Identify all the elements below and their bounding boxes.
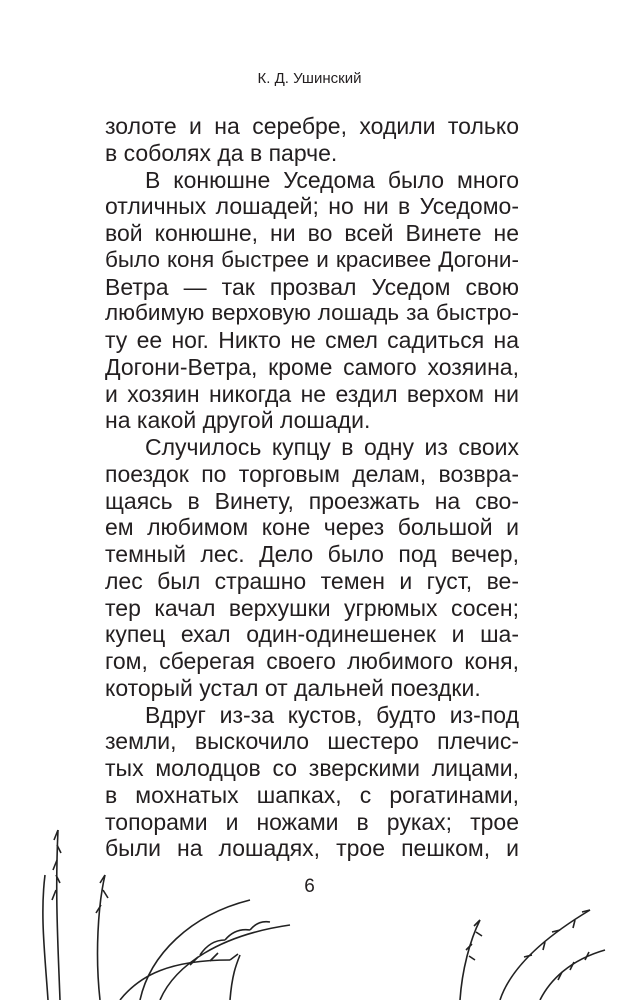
grass-illustration-left [0, 815, 300, 1000]
text-line: в соболях да в парче. [105, 139, 338, 166]
text-line: Ветра — так прозвал Уседом свою [105, 273, 519, 300]
text-line: земли, выскочило шестеро плечис- [105, 728, 519, 755]
text-line: Вдруг из-за кустов, будто из-под [145, 701, 519, 728]
text-line: В конюшне Уседома было много [145, 166, 519, 193]
text-line: вой конюшне, ни во всей Винете не [105, 220, 519, 246]
grass-illustration-right [440, 900, 619, 1000]
text-line: золоте и на серебре, ходили только [105, 113, 519, 139]
text-line: тер качал верхушки угрюмых сосен; [105, 594, 519, 621]
text-line: на какой другой лошади. [105, 407, 371, 434]
text-line: ту ее ног. Никто не смел садиться на [105, 327, 519, 353]
body-text [105, 113, 519, 862]
text-line: тых молодцов со зверскими лицами, [105, 755, 519, 781]
text-line: и хозяин никогда не ездил верхом ни [105, 380, 519, 407]
text-line: купец ехал один-одинешенек и ша- [105, 621, 519, 648]
text-line: поездок по торговым делам, возвра- [105, 460, 519, 487]
text-line: отличных лошадей; но ни в Уседомо- [105, 193, 519, 220]
text-line: лес был страшно темен и густ, ве- [105, 567, 519, 594]
text-line: топорами и ножами в руках; трое [105, 808, 519, 835]
page-number: 6 [304, 876, 315, 897]
text-line: гом, сберегая своего любимого коня, [105, 648, 519, 674]
text-line: были на лошадях, трое пешком, и [105, 835, 519, 862]
text-line: Случилось купцу в одну из своих [145, 434, 519, 460]
text-line: ем любимом коне через большой и [105, 514, 519, 541]
text-line: в мохнатых шапках, с рогатинами, [105, 781, 519, 808]
text-line: который устал от дальней поездки. [105, 674, 481, 701]
text-line: темный лес. Дело было под вечер, [105, 541, 519, 567]
running-header: К. Д. Ушинский [257, 70, 362, 87]
text-line: Догони-Ветра, кроме самого хозяина, [105, 353, 519, 380]
text-line: было коня быстрее и красивее Догони- [105, 246, 519, 272]
text-line: любимую верховую лошадь за быстро- [105, 300, 519, 326]
text-line: щаясь в Винету, проезжать на сво- [105, 487, 519, 514]
